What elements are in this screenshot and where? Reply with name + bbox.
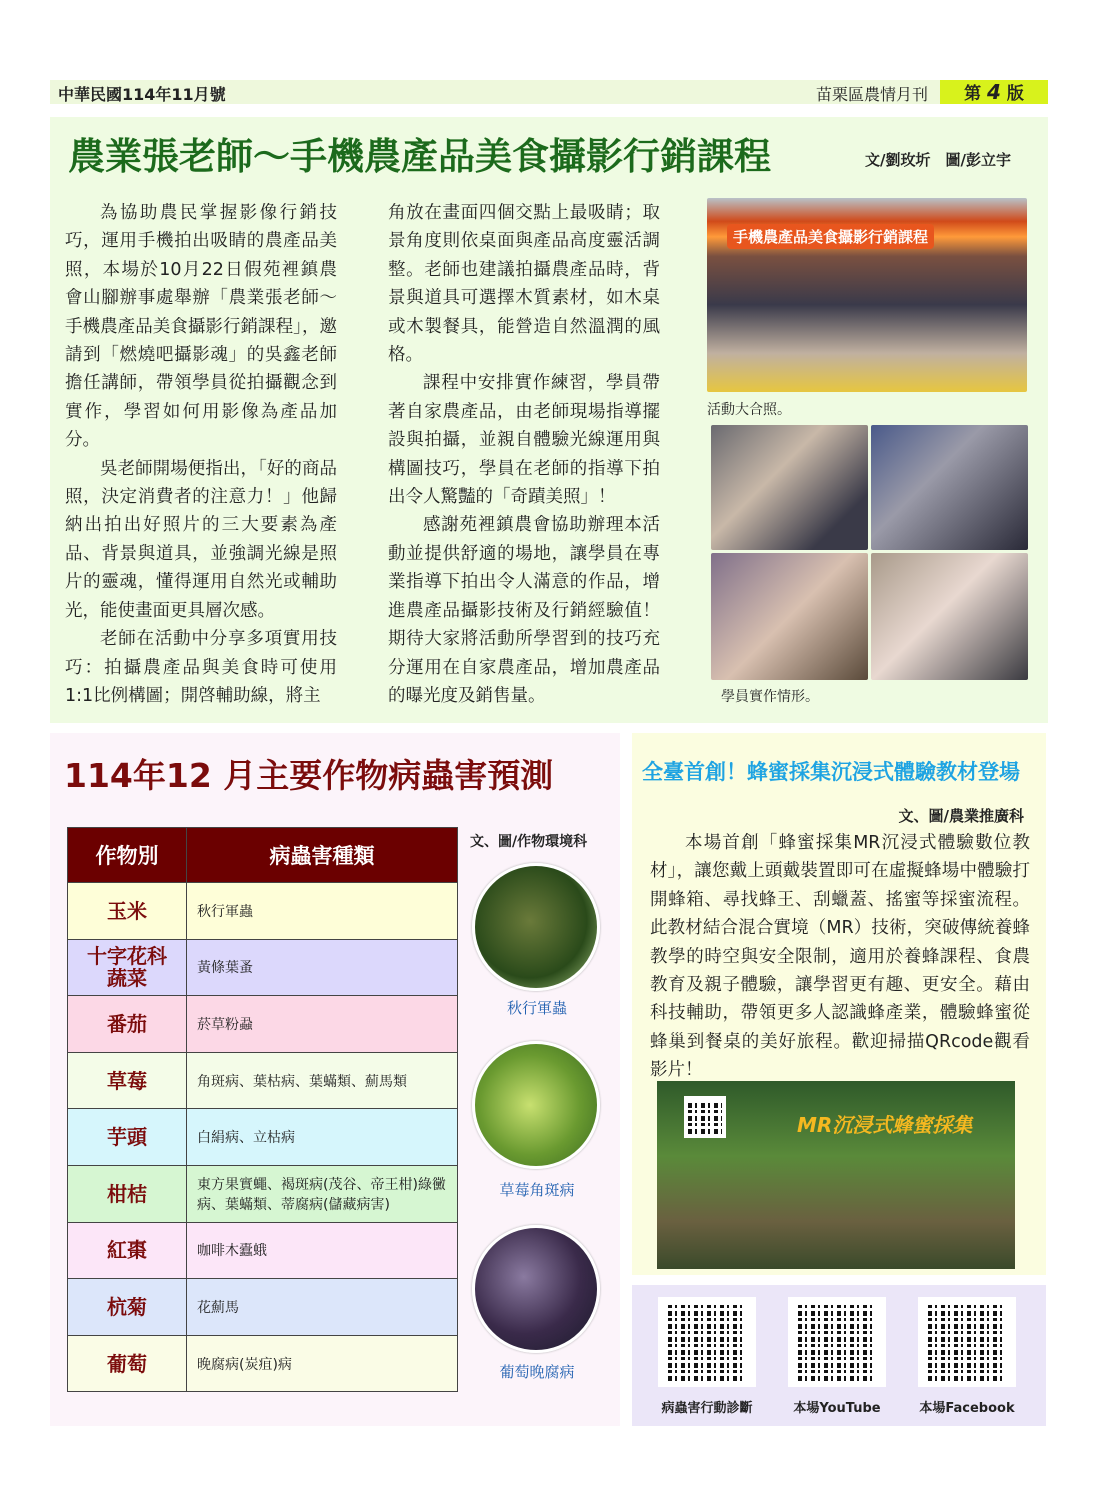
page-suffix: 版 (1006, 84, 1024, 104)
crop-name: 葡萄 (68, 1335, 187, 1392)
issue-date: 中華民國114年11月號 (58, 85, 226, 104)
article-title: 農業張老師～手機農產品美食攝影行銷課程 (68, 135, 771, 178)
table-row (68, 1279, 458, 1336)
table-row (68, 996, 458, 1053)
image-caption: 葡萄晚腐病 (499, 1363, 575, 1381)
qr-code-youtube[interactable] (788, 1297, 886, 1387)
column-header: 病蟲害種類 (187, 828, 458, 883)
page-number: 4 (987, 80, 1001, 104)
pest-types: 花薊馬 (187, 1279, 458, 1336)
photo-caption: 活動大合照。 (707, 402, 791, 418)
armyworm-image (472, 863, 600, 991)
article-column-1 (65, 199, 337, 710)
table-row (68, 1335, 458, 1392)
pest-types: 白絹病、立枯病 (187, 1109, 458, 1166)
paragraph: 吳老師開場便指出，「好的商品照，決定消費者的注意力！」他歸納出拍出好照片的三大要素為產品、背景與道具，並強調光線是照片的靈魂，懂得運用自然光或輔助光，能使畫面更具層次感。 (65, 458, 337, 621)
table-row (68, 1222, 458, 1279)
crop-name: 芋頭 (68, 1109, 187, 1166)
practice-photo (871, 553, 1028, 680)
qr-label: 本場YouTube (793, 1401, 881, 1416)
publication-name: 苗栗區農情月刊 (815, 85, 928, 104)
article-credit: 文、圖/農業推廣科 (898, 807, 1024, 825)
paragraph: 角放在畫面四個交點上最吸睛；取景角度則依桌面與產品高度靈活調整。老師也建議拍攝農產品時，背景與道具可選擇木質素材，如木桌或木製餐具，能營造自然溫潤的風格。 (388, 203, 660, 366)
page-number-badge (940, 80, 1048, 104)
pest-types: 晚腐病(炭疽)病 (187, 1335, 458, 1392)
table-row (68, 1052, 458, 1109)
article-body (650, 829, 1030, 1085)
article-title: 全臺首創！蜂蜜採集沉浸式體驗教材登場 (642, 760, 1020, 784)
mr-beekeeping-photo (657, 1081, 1015, 1269)
paragraph: 感謝苑裡鎮農會協助辦理本活動並提供舒適的場地，讓學員在專業指導下拍出令人滿意的作品，增進農產品攝影技術及行銷經驗值！期待大家將活動所學習到的技巧充分運用在自家農產品，增加農產品的曝光度及銷售量。 (388, 515, 660, 706)
pest-forecast-table (67, 827, 458, 1392)
article-column-2 (388, 199, 660, 710)
qr-code[interactable] (684, 1096, 726, 1138)
crop-name: 番茄 (68, 996, 187, 1053)
crop-name: 十字花科蔬菜 (68, 939, 187, 996)
pest-types: 秋行軍蟲 (187, 883, 458, 940)
qr-label: 病蟲害行動診斷 (661, 1401, 753, 1416)
photo-banner: 手機農產品美食攝影行銷課程 (727, 224, 934, 249)
table-row (68, 883, 458, 940)
article-credit: 文、圖/作物環境科 (470, 834, 588, 850)
article-pest-forecast (50, 733, 620, 1426)
pest-types: 角斑病、葉枯病、葉蟎類、薊馬類 (187, 1052, 458, 1109)
article-title: 114年12 月主要作物病蟲害預測 (64, 756, 554, 795)
pest-types: 菸草粉蝨 (187, 996, 458, 1053)
paragraph: 為協助農民掌握影像行銷技巧，運用手機拍出吸睛的農產品美照，本場於10月22日假苑裡鎮農會山腳辦事處舉辦「農業張老師～手機農產品美食攝影行銷課程」，邀請到「燃燒吧攝影魂」的吳鑫老師擔任講師，帶領學員從拍攝觀念到實作，學習如何用影像為產品加分。 (65, 203, 337, 451)
article-honey-mr (632, 733, 1046, 1275)
grape-image (472, 1225, 600, 1353)
qr-code-pest-diagnosis[interactable] (658, 1297, 756, 1387)
table-row (68, 1165, 458, 1222)
pest-types: 東方果實蠅、褐斑病(茂谷、帝王柑)綠黴病、葉蟎類、蒂腐病(儲藏病害) (187, 1165, 458, 1222)
image-caption: 草莓角斑病 (499, 1181, 575, 1199)
page-header (50, 80, 1048, 104)
photo-title: MR沉浸式蜂蜜採集 (797, 1113, 973, 1137)
article-photography-course (50, 117, 1048, 723)
paragraph: 老師在活動中分享多項實用技巧：拍攝農產品與美食時可使用1:1比例構圖；開啓輔助線，將主 (65, 629, 337, 706)
practice-photo (711, 553, 868, 680)
article-credit: 文/劉玫圻 圖/彭立宇 (865, 151, 1011, 169)
table-row (68, 939, 458, 996)
crop-name: 玉米 (68, 883, 187, 940)
qr-label: 本場Facebook (919, 1401, 1015, 1416)
strawberry-leaf-image (472, 1041, 600, 1169)
page-prefix: 第 (964, 84, 982, 104)
qr-code-facebook[interactable] (918, 1297, 1016, 1387)
crop-name: 紅棗 (68, 1222, 187, 1279)
paragraph: 本場首創「蜂蜜採集MR沉浸式體驗數位教材」，讓您戴上頭戴裝置即可在虛擬蜂場中體驗打開蜂箱、尋找蜂王、刮蠟蓋、搖蜜等採蜜流程。此教材結合混合實境（MR）技術，突破傳統養蜂教學的時空與安全限制，適用於養蜂課程、食農教育及親子體驗，讓學習更有趣、更安全。藉由科技輔助，帶領更多人認識蜂產業，體驗蜂蜜從蜂巢到餐桌的美好旅程。歡迎掃描QRcode觀看影片！ (650, 833, 1030, 1081)
column-header: 作物別 (68, 828, 187, 883)
qr-code-panel (632, 1285, 1046, 1426)
table-row (68, 1109, 458, 1166)
pest-types: 咖啡木蠹蛾 (187, 1222, 458, 1279)
crop-name: 杭菊 (68, 1279, 187, 1336)
paragraph: 課程中安排實作練習，學員帶著自家農產品，由老師現場指導擺設與拍攝，並親自體驗光線運用與構圖技巧，學員在老師的指導下拍出令人驚豔的「奇蹟美照」！ (388, 373, 660, 508)
crop-name: 草莓 (68, 1052, 187, 1109)
group-photo (707, 198, 1027, 392)
pest-types: 黃條葉蚤 (187, 939, 458, 996)
image-caption: 秋行軍蟲 (506, 999, 567, 1017)
crop-name: 柑桔 (68, 1165, 187, 1222)
practice-photo (871, 425, 1028, 550)
photo-caption: 學員實作情形。 (721, 689, 819, 705)
practice-photo (711, 425, 868, 550)
